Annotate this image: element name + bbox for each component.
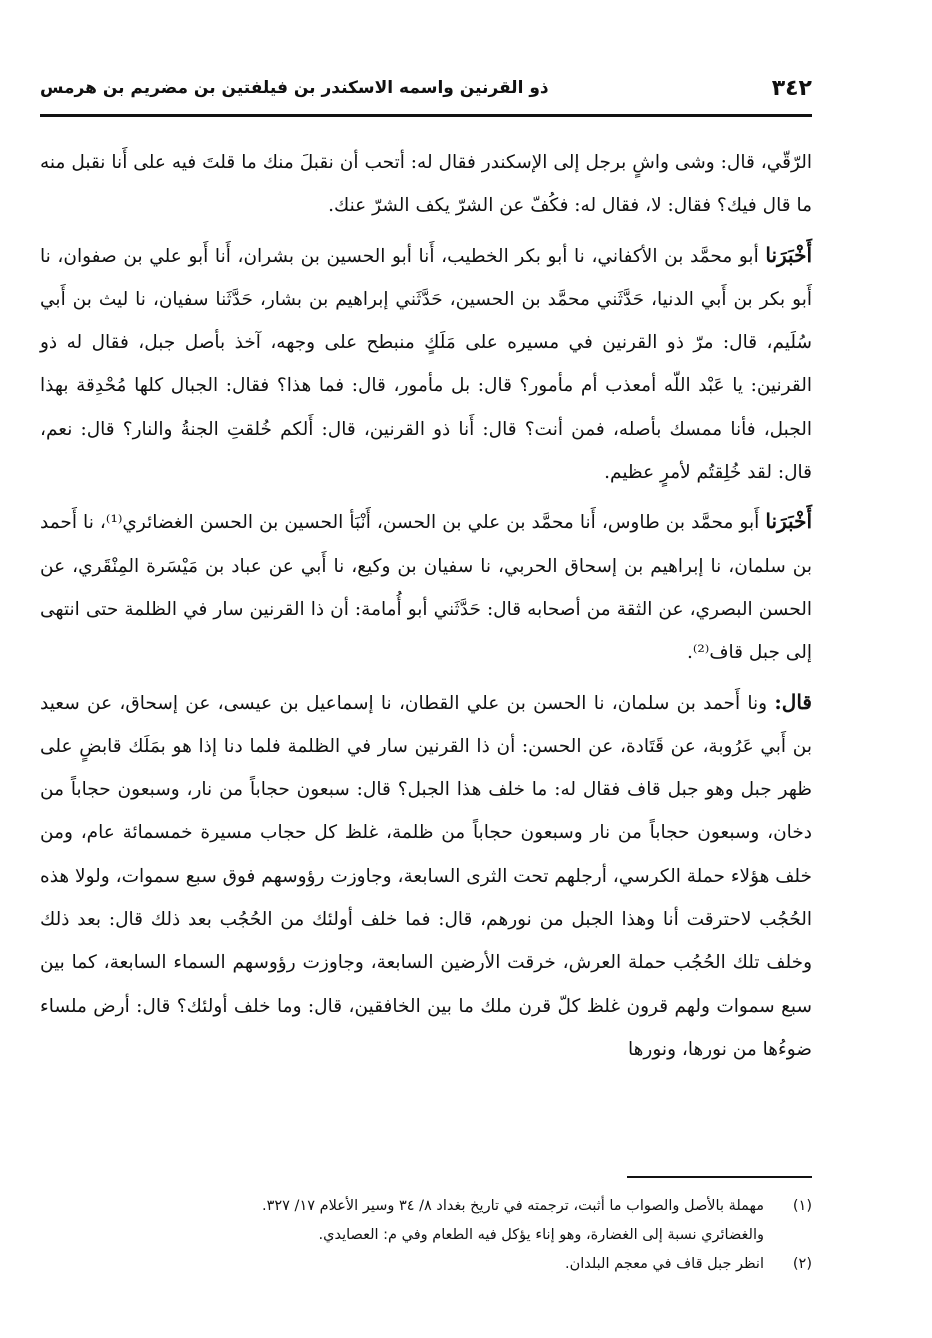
paragraph bbox=[40, 681, 812, 1072]
page-header bbox=[40, 76, 812, 110]
paragraph bbox=[40, 234, 812, 495]
footnote-line: انظر جبل قاف في معجم البلدان. bbox=[564, 1256, 764, 1272]
footnote-line: مهملة بالأصل والصواب ما أثبت، ترجمته في تاريخ بغداد ٨/ ٣٤ وسير الأعلام ١٧/ ٣٢٧. bbox=[261, 1198, 764, 1214]
paragraph-text: الرّقّي، قال: وشى واشٍ برجل إلى الإسكندر فقال له: أتحب أن نقبلَ منك ما قلتَ فيه على أَنا نقبل منه ما قال فيك؟ فقال: لا، فقال له: فكُفّ عن الشرّ يكف الشرّ عنك. bbox=[40, 152, 812, 217]
footnote-number: (١) bbox=[792, 1198, 812, 1214]
paragraph-text: أَبو محمَّد بن طاوس، أَنا محمَّد بن علي بن الحسن، أَنْبَأ الحسين بن الحسن الغضائري⁽¹⁾، نا أَحمد بن سلمان، نا إبراهيم بن إسحاق الحربي، نا سفيان بن وكيع، نا أَبي عن عباد بن مَيْسَرة المِنْقَري، عن الحسن البصري، عن الثقة من أصحابه قال: حَدَّثَني أبو أُمامة: أن ذا القرنين سار في الظلمة حتى انتهى إلى جبل قاف⁽²⁾. bbox=[40, 512, 812, 664]
paragraph bbox=[40, 500, 812, 674]
footnote-rule bbox=[627, 1176, 812, 1178]
main-text bbox=[40, 140, 812, 1077]
footnote-number: (٢) bbox=[792, 1256, 812, 1272]
page-number: ٣٤٢ bbox=[771, 76, 812, 101]
paragraph-text: ونا أَحمد بن سلمان، نا الحسن بن علي القطان، نا إسماعيل بن عيسى، عن إسحاق، عن سعيد بن أَبي عَرُوبة، عن قَتَادة، عن الحسن: أن ذا القرنين سار في الظلمة فلما دنا إذا هو بمَلَك قابضٍ على ظهر جبل وهو جبل قاف فقال له: ما خلف هذا الجبل؟ قال: سبعون حجاباً من نار، وسبعون حجاباً من دخان، وسبعون حجاباً من نار وسبعون حجاباً من ظلمة، غلظ كل حجاب مسيرة خمسمائة عام، ومن خلف هؤلاء حملة الكرسي، أرجلهم تحت الثرى السابعة، وجاوزت رؤوسهم فوق سبع سموات، ولولا هذه الحُجُب لاحترقت أنا وهذا الجبل من نورهم، قال: فما خلف أولئك من الحُجُب بعد ذلك قال: بعد ذلك وخلف تلك الحُجُب حملة العرش، خرقت الأرضين السابعة، وجاوزت رؤوسهم السماء السابعة، كما بين سبع سموات ولهم قرون غلظ كلّ قرن ملك ما بين الخافقين، قال: وما خلف أولئك؟ قال: أرض ملساء ضوءُها من نورها، ونورها bbox=[40, 692, 812, 1060]
paragraph-lead: قال: bbox=[774, 689, 812, 714]
footnote-line: والغضائري نسبة إلى الغضارة، وهو إناء يؤكل فيه الطعام وفي م: العصايدي. bbox=[318, 1227, 764, 1243]
paragraph-text: أبو محمَّد بن الأكفاني، نا أبو بكر الخطيب، أَنا أبو الحسين بن بشران، أَنا أَبو علي بن صفوان، نا أَبو بكر بن أَبي الدنيا، حَدَّثَني محمَّد بن الحسين، حَدَّثَني إبراهيم بن بشار، حَدَّثَنا سفيان، نا ليث بن أَبي سُلَيم، قال: مرّ ذو القرنين في مسيره على مَلَكٍ منبطح على وجهه، آخذ بأصل جبل، فقال له ذو القرنين: يا عَبْد اللّه أمعذب أم مأمور؟ قال: بل مأمور، قال: فما هذا؟ فقال: الجبال كلها مُحْدِقة بهذا الجبل، فأنا ممسك بأصله، فمن أنت؟ قال: أَنا ذو القرنين، قال: أَلكم خُلقتِ الجنةُ والنار؟ قال: نعم، قال: لقد خُلِقتُم لأمرٍ عظيم. bbox=[40, 245, 812, 484]
paragraph-lead: أَخْبَرَنا bbox=[765, 242, 812, 267]
paragraph bbox=[40, 140, 812, 228]
footnote bbox=[40, 1250, 812, 1279]
paragraph-lead: أَخْبَرَنا bbox=[765, 509, 813, 534]
header-rule bbox=[40, 114, 812, 117]
footnotes bbox=[40, 1192, 812, 1279]
footnote bbox=[40, 1192, 812, 1250]
running-title: ذو القرنين واسمه الاسكندر بن فيلفتين بن مضريم بن هرمس bbox=[40, 78, 549, 98]
